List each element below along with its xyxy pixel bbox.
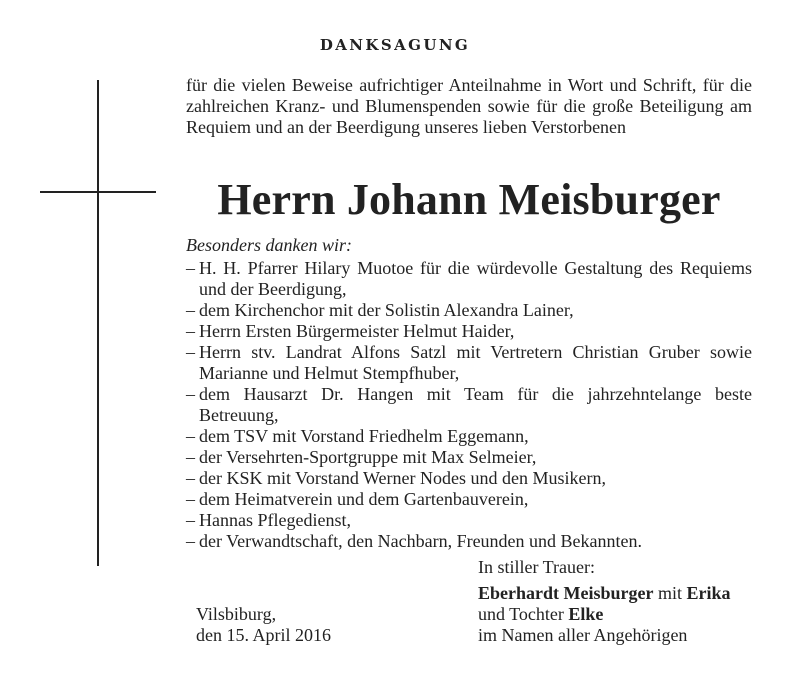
signer-prefix: und Tochter: [478, 604, 569, 624]
thanks-list: [186, 258, 752, 552]
list-dash: –: [186, 489, 195, 509]
list-item: [186, 321, 752, 342]
mourning-label: In stiller Trauer:: [478, 557, 595, 577]
list-item: [186, 489, 752, 510]
list-dash: –: [186, 531, 195, 551]
list-item-text: dem Hausarzt Dr. Hangen mit Team für die jahrzehntelange beste Betreuung,: [199, 384, 752, 425]
list-item-text: Herrn Ersten Bürgermeister Helmut Haider,: [199, 321, 515, 341]
list-item: [186, 384, 752, 426]
list-item-text: dem TSV mit Vorstand Friedhelm Eggemann,: [199, 426, 529, 446]
list-item: [186, 468, 752, 489]
list-item: [186, 447, 752, 468]
list-item-text: Hannas Pflegedienst,: [199, 510, 351, 530]
signer-daughter: Elke: [568, 604, 604, 624]
signer-name-2: Erika: [686, 583, 731, 603]
list-item: [186, 300, 752, 321]
list-item: [186, 342, 752, 384]
list-dash: –: [186, 384, 195, 404]
list-item-text: dem Kirchenchor mit der Solistin Alexandra Lainer,: [199, 300, 574, 320]
list-item-text: der Verwandtschaft, den Nachbarn, Freunden und Bekannten.: [199, 531, 643, 551]
list-item: [186, 426, 752, 447]
list-dash: –: [186, 426, 195, 446]
list-dash: –: [186, 447, 195, 467]
date: den 15. April 2016: [196, 625, 331, 645]
list-dash: –: [186, 510, 195, 530]
list-dash: –: [186, 258, 195, 278]
signer-connector: mit: [653, 583, 687, 603]
signer-line-1: [478, 583, 731, 604]
list-item-text: H. H. Pfarrer Hilary Muotoe für die würdevolle Gestaltung des Requiems und der Beerdigung,: [199, 258, 752, 299]
place-date: [196, 604, 331, 646]
list-item-text: der Versehrten-Sportgruppe mit Max Selmeier,: [199, 447, 537, 467]
list-item: [186, 510, 752, 531]
list-item-text: der KSK mit Vorstand Werner Nodes und den Musikern,: [199, 468, 607, 488]
signer-line-2: [478, 604, 731, 625]
list-item-text: dem Heimatverein und dem Gartenbauverein,: [199, 489, 529, 509]
list-item: [186, 258, 752, 300]
signers: [478, 583, 731, 646]
list-item: [186, 531, 752, 552]
signer-line-3: im Namen aller Angehörigen: [478, 625, 688, 645]
list-dash: –: [186, 468, 195, 488]
place: Vilsbiburg,: [196, 604, 277, 624]
signer-name: Eberhardt Meisburger: [478, 583, 654, 603]
list-dash: –: [186, 342, 195, 362]
intro-text: für die vielen Beweise aufrichtiger Anteilnahme in Wort und Schrift, für die zahlreichen Kranz- und Blumenspenden sowie für die große Beteiligung am Requiem und an der Beerdigung unseres lieben Verstorbenen: [186, 75, 752, 137]
cross-horizontal: [40, 191, 156, 193]
list-dash: –: [186, 321, 195, 341]
list-dash: –: [186, 300, 195, 320]
deceased-name: Herrn Johann Meisburger: [217, 175, 721, 224]
cross-vertical: [97, 80, 99, 566]
list-item-text: Herrn stv. Landrat Alfons Satzl mit Vertretern Christian Gruber sowie Marianne und Helmut Stempfhuber,: [199, 342, 752, 383]
page-heading: DANKSAGUNG: [319, 36, 471, 54]
thanks-label: Besonders danken wir:: [186, 235, 352, 255]
